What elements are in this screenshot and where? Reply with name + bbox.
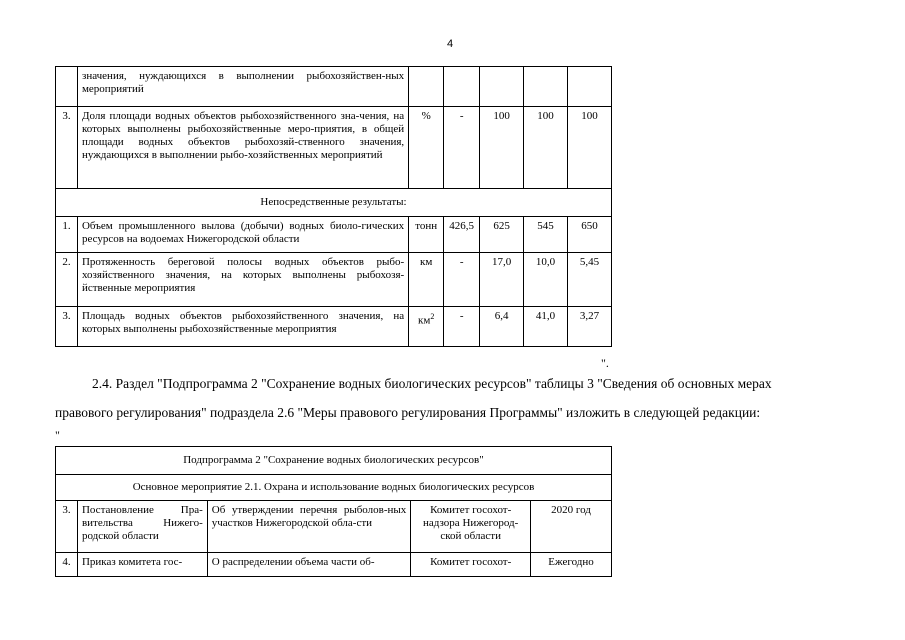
opening-quote: " — [55, 428, 60, 442]
value-cell — [480, 67, 524, 107]
section-header-row — [56, 189, 612, 217]
table-row — [56, 253, 612, 307]
value-cell — [568, 67, 612, 107]
unit-superscript: 2 — [430, 312, 435, 321]
row-number: 3. — [56, 107, 78, 189]
row-number — [56, 67, 78, 107]
indicators-table — [55, 66, 612, 347]
value-cell: 426,5 — [444, 217, 480, 253]
paragraph-line-1: 2.4. Раздел "Подпрограмма 2 "Сохранение водных биологических ресурсов" таблицы 3 "Сведения об основных мерах — [92, 376, 772, 391]
table-row — [56, 501, 612, 553]
value-cell: 5,45 — [568, 253, 612, 307]
value-cell: - — [444, 107, 480, 189]
unit-cell — [409, 307, 444, 347]
value-cell — [524, 67, 568, 107]
unit-cell — [409, 67, 444, 107]
document-type: Постановление Пра-вительства Нижего-родской области — [77, 501, 207, 553]
value-cell: 3,27 — [568, 307, 612, 347]
main-measure-title: Основное мероприятие 2.1. Охрана и использование водных биологических ресурсов — [56, 475, 612, 501]
table-row — [56, 107, 612, 189]
table-subtitle-row — [56, 475, 612, 501]
adoption-date: Ежегодно — [531, 553, 612, 577]
document-description: О распределении объема части об- — [207, 553, 411, 577]
value-cell: - — [444, 253, 480, 307]
unit-cell: км — [409, 253, 444, 307]
responsible-organization: Комитет госохот- — [411, 553, 531, 577]
value-cell: 10,0 — [524, 253, 568, 307]
indicator-text: Объем промышленного вылова (добычи) водных биоло-гических ресурсов на водоемах Нижегородской области — [77, 217, 408, 253]
regulation-table — [55, 446, 612, 577]
row-number: 3. — [56, 501, 78, 553]
row-number: 1. — [56, 217, 78, 253]
value-cell: 650 — [568, 217, 612, 253]
paragraph-line-2: правового регулирования" подраздела 2.6 "Меры правового регулирования Программы" изложить в следующей редакции: — [55, 405, 761, 420]
unit-cell: % — [409, 107, 444, 189]
table-row — [56, 67, 612, 107]
adoption-date: 2020 год — [531, 501, 612, 553]
value-cell: 625 — [480, 217, 524, 253]
indicator-text: Протяженность береговой полосы водных объектов рыбо-хозяйственного значения, на которых выполнены рыбохозя-йственные мероприятия — [77, 253, 408, 307]
value-cell: 17,0 — [480, 253, 524, 307]
closing-quote: ". — [601, 356, 609, 370]
document-description: Об утверждении перечня рыболов-ных участков Нижегородской обла-сти — [207, 501, 411, 553]
table-title-row — [56, 447, 612, 475]
value-cell: 100 — [480, 107, 524, 189]
row-number: 2. — [56, 253, 78, 307]
indicator-text: Площадь водных объектов рыбохозяйственного значения, на которых выполнены рыбохозяйственные мероприятия — [77, 307, 408, 347]
section-header: Непосредственные результаты: — [56, 189, 612, 217]
value-cell: 41,0 — [524, 307, 568, 347]
unit-text: км — [418, 314, 431, 327]
document-type: Приказ комитета гос- — [77, 553, 207, 577]
row-number: 3. — [56, 307, 78, 347]
table-row — [56, 553, 612, 577]
value-cell: 100 — [568, 107, 612, 189]
table-row — [56, 307, 612, 347]
value-cell: 6,4 — [480, 307, 524, 347]
value-cell: - — [444, 307, 480, 347]
indicator-text: значения, нуждающихся в выполнении рыбохозяйствен-ных мероприятий — [77, 67, 408, 107]
subprogram-title: Подпрограмма 2 "Сохранение водных биологических ресурсов" — [56, 447, 612, 475]
indicator-text: Доля площади водных объектов рыбохозяйственного зна-чения, на которых выполнены рыбохозяйственные меро-приятия, в общей площади водных объектов рыбохозяй-ственного значения, нуждающихся в выполнении рыбо-хозяйственных мероприятий — [77, 107, 408, 189]
page-number: 4 — [447, 38, 454, 50]
responsible-organization: Комитет госохот-надзора Нижегород-ской области — [411, 501, 531, 553]
value-cell — [444, 67, 480, 107]
unit-cell: тонн — [409, 217, 444, 253]
row-number: 4. — [56, 553, 78, 577]
table-row — [56, 217, 612, 253]
value-cell: 545 — [524, 217, 568, 253]
value-cell: 100 — [524, 107, 568, 189]
